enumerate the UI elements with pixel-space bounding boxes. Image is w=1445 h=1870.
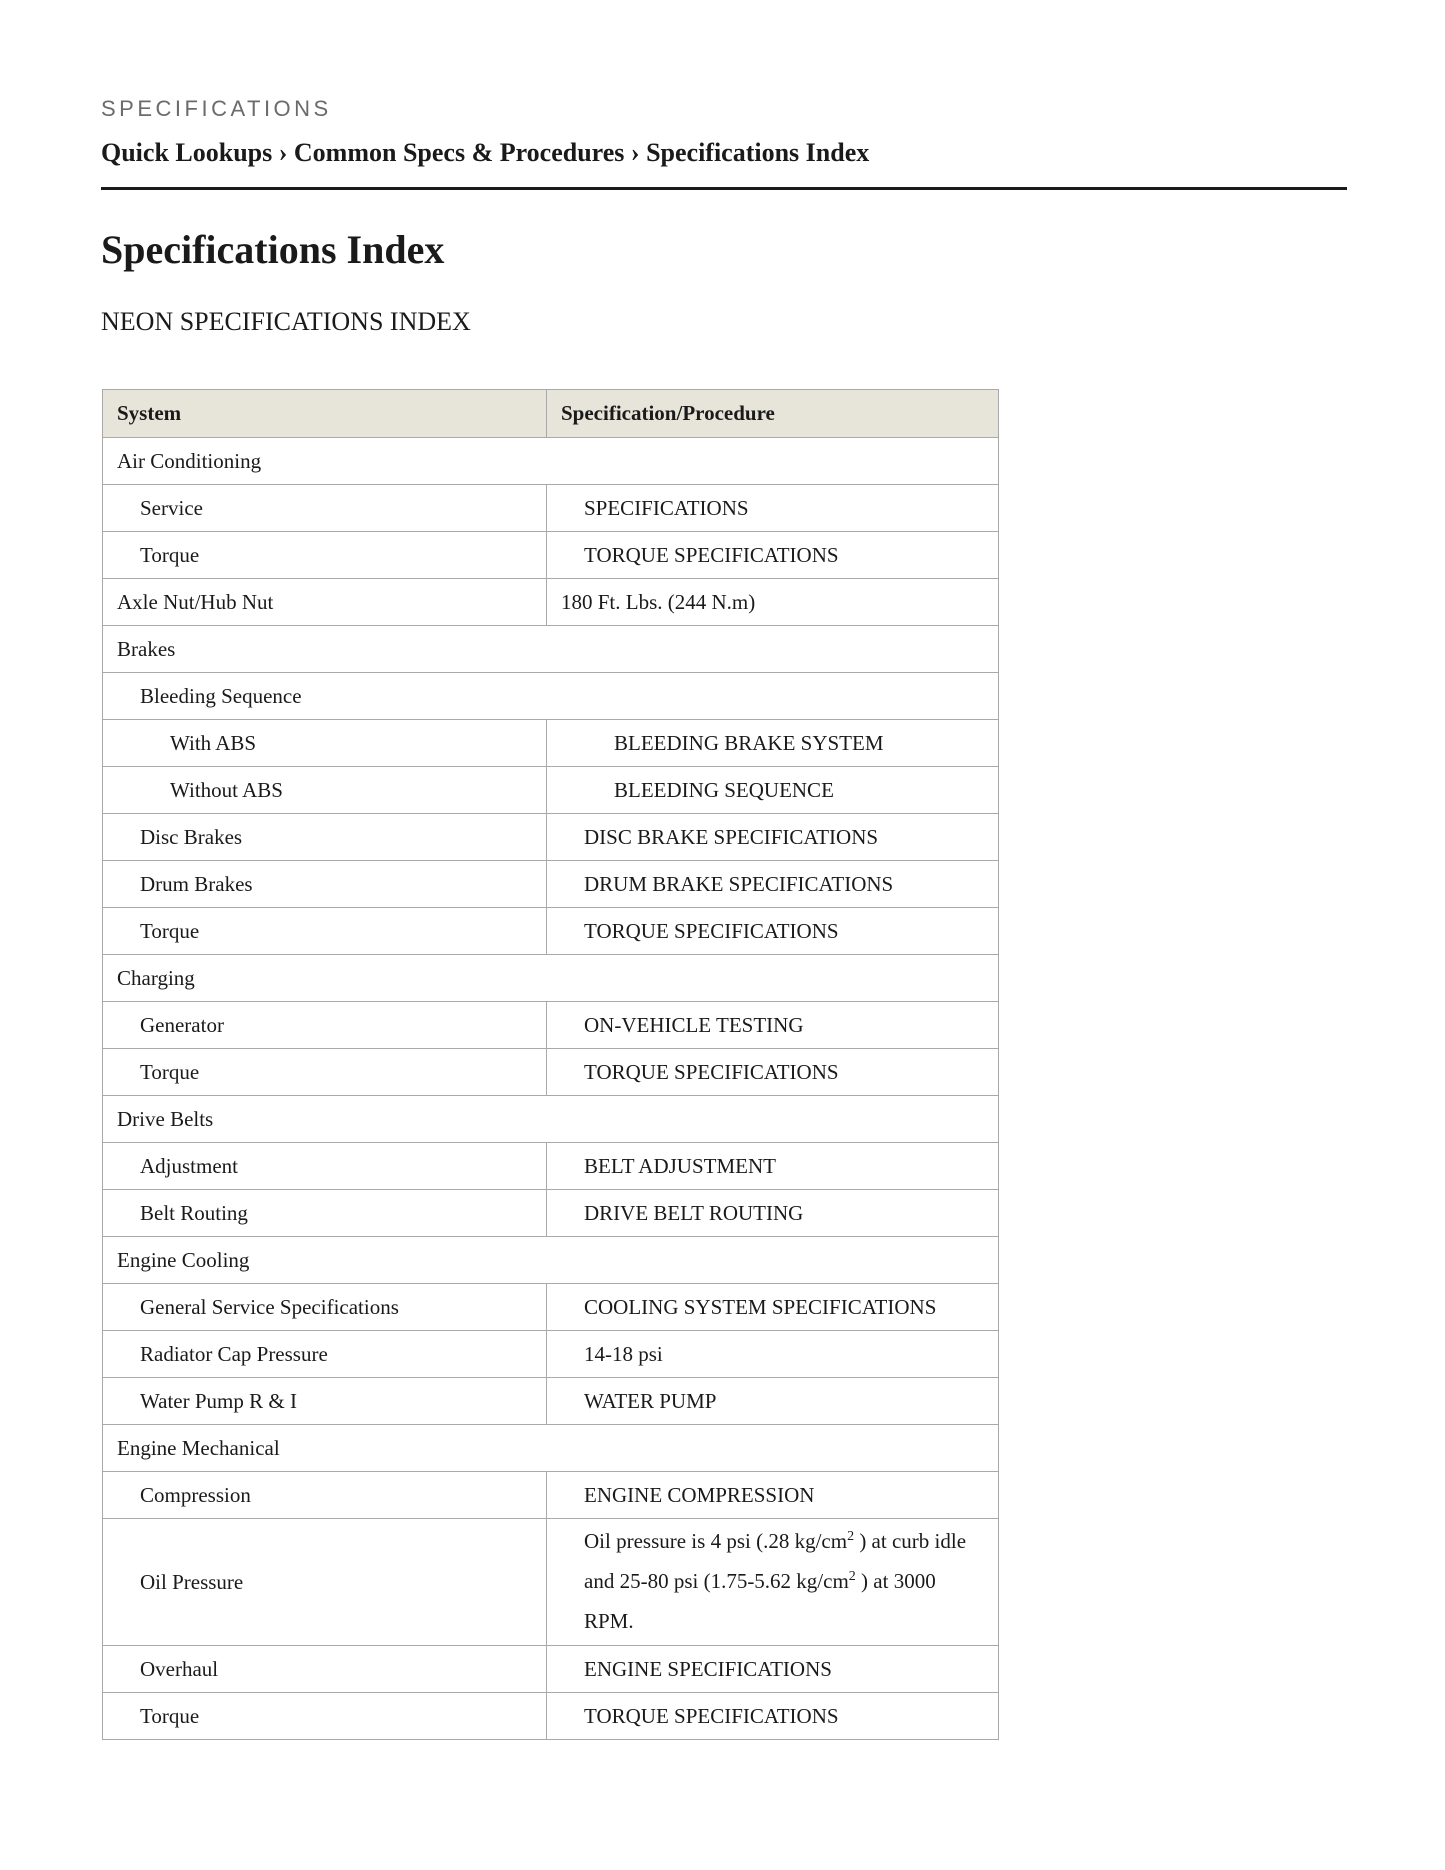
index-subtitle: NEON SPECIFICATIONS INDEX	[101, 307, 471, 336]
system-cell: Without ABS	[103, 767, 547, 814]
system-cell: General Service Specifications	[103, 1284, 547, 1331]
table-row	[103, 1378, 999, 1425]
system-cell: With ABS	[103, 720, 547, 767]
spec-value: 180 Ft. Lbs. (244 N.m)	[547, 579, 999, 626]
table-row	[103, 1519, 999, 1646]
spec-link[interactable]: BLEEDING BRAKE SYSTEM	[547, 720, 999, 767]
system-cell: Torque	[103, 1693, 547, 1740]
spec-link[interactable]: SPECIFICATIONS	[547, 485, 999, 532]
table-header-row	[103, 390, 999, 438]
table-row	[103, 579, 999, 626]
column-header-spec: Specification/Procedure	[547, 390, 999, 438]
page-title: Specifications Index	[101, 227, 445, 272]
spec-link[interactable]: COOLING SYSTEM SPECIFICATIONS	[547, 1284, 999, 1331]
oil-pressure-text-1: Oil pressure is 4 psi (.28 kg/cm	[584, 1529, 848, 1553]
system-cell: Compression	[103, 1472, 547, 1519]
table-row	[103, 1143, 999, 1190]
table-row	[103, 1002, 999, 1049]
spec-value: 14-18 psi	[547, 1331, 999, 1378]
table-row	[103, 720, 999, 767]
table-row	[103, 1049, 999, 1096]
spec-link[interactable]: TORQUE SPECIFICATIONS	[547, 908, 999, 955]
breadcrumb: Quick Lookups › Common Specs & Procedures › Specifications Index	[101, 138, 870, 167]
table-row	[103, 908, 999, 955]
system-cell: Radiator Cap Pressure	[103, 1331, 547, 1378]
spec-link[interactable]: DRIVE BELT ROUTING	[547, 1190, 999, 1237]
system-cell: Belt Routing	[103, 1190, 547, 1237]
table-row-group	[103, 1237, 999, 1284]
spec-link[interactable]: WATER PUMP	[547, 1378, 999, 1425]
group-label: Engine Mechanical	[103, 1425, 999, 1472]
superscript: 2	[848, 1569, 856, 1584]
system-cell: Adjustment	[103, 1143, 547, 1190]
group-label: Engine Cooling	[103, 1237, 999, 1284]
table-row	[103, 814, 999, 861]
table-row-group	[103, 1425, 999, 1472]
table-row	[103, 1472, 999, 1519]
spec-link[interactable]: BELT ADJUSTMENT	[547, 1143, 999, 1190]
oil-pressure-text-2: ) at curb idle and 25-80 psi (1.75-5.62 kg/cm	[584, 1529, 967, 1593]
spec-link[interactable]: DISC BRAKE SPECIFICATIONS	[547, 814, 999, 861]
system-cell: Overhaul	[103, 1646, 547, 1693]
group-label: Drive Belts	[103, 1096, 999, 1143]
table-row-group	[103, 626, 999, 673]
spec-link[interactable]: ENGINE SPECIFICATIONS	[547, 1646, 999, 1693]
oil-pressure-text-3: ) at 3000 RPM.	[584, 1569, 936, 1633]
spec-link[interactable]: ENGINE COMPRESSION	[547, 1472, 999, 1519]
superscript: 2	[847, 1529, 855, 1544]
spec-value	[547, 1519, 999, 1646]
header-divider	[101, 187, 1347, 190]
section-label: SPECIFICATIONS	[101, 96, 332, 121]
system-cell: Oil Pressure	[103, 1519, 547, 1646]
table-row	[103, 485, 999, 532]
group-label: Charging	[103, 955, 999, 1002]
spec-link[interactable]: BLEEDING SEQUENCE	[547, 767, 999, 814]
system-cell: Service	[103, 485, 547, 532]
table-row	[103, 767, 999, 814]
spec-link[interactable]: TORQUE SPECIFICATIONS	[547, 532, 999, 579]
system-cell: Axle Nut/Hub Nut	[103, 579, 547, 626]
system-cell: Drum Brakes	[103, 861, 547, 908]
system-cell: Torque	[103, 908, 547, 955]
specifications-table	[102, 389, 999, 1740]
subgroup-label: Bleeding Sequence	[103, 673, 999, 720]
table-row-subgroup	[103, 673, 999, 720]
table-row	[103, 532, 999, 579]
system-cell: Water Pump R & I	[103, 1378, 547, 1425]
system-cell: Torque	[103, 1049, 547, 1096]
table-row	[103, 1693, 999, 1740]
table-row	[103, 1646, 999, 1693]
group-label: Brakes	[103, 626, 999, 673]
spec-link[interactable]: TORQUE SPECIFICATIONS	[547, 1693, 999, 1740]
group-label: Air Conditioning	[103, 438, 999, 485]
spec-link[interactable]: TORQUE SPECIFICATIONS	[547, 1049, 999, 1096]
system-cell: Torque	[103, 532, 547, 579]
column-header-system: System	[103, 390, 547, 438]
system-cell: Generator	[103, 1002, 547, 1049]
system-cell: Disc Brakes	[103, 814, 547, 861]
spec-link[interactable]: ON-VEHICLE TESTING	[547, 1002, 999, 1049]
table-row	[103, 1190, 999, 1237]
table-row	[103, 861, 999, 908]
spec-link[interactable]: DRUM BRAKE SPECIFICATIONS	[547, 861, 999, 908]
table-row	[103, 1284, 999, 1331]
table-row	[103, 1331, 999, 1378]
table-row-group	[103, 955, 999, 1002]
table-row-group	[103, 438, 999, 485]
table-row-group	[103, 1096, 999, 1143]
